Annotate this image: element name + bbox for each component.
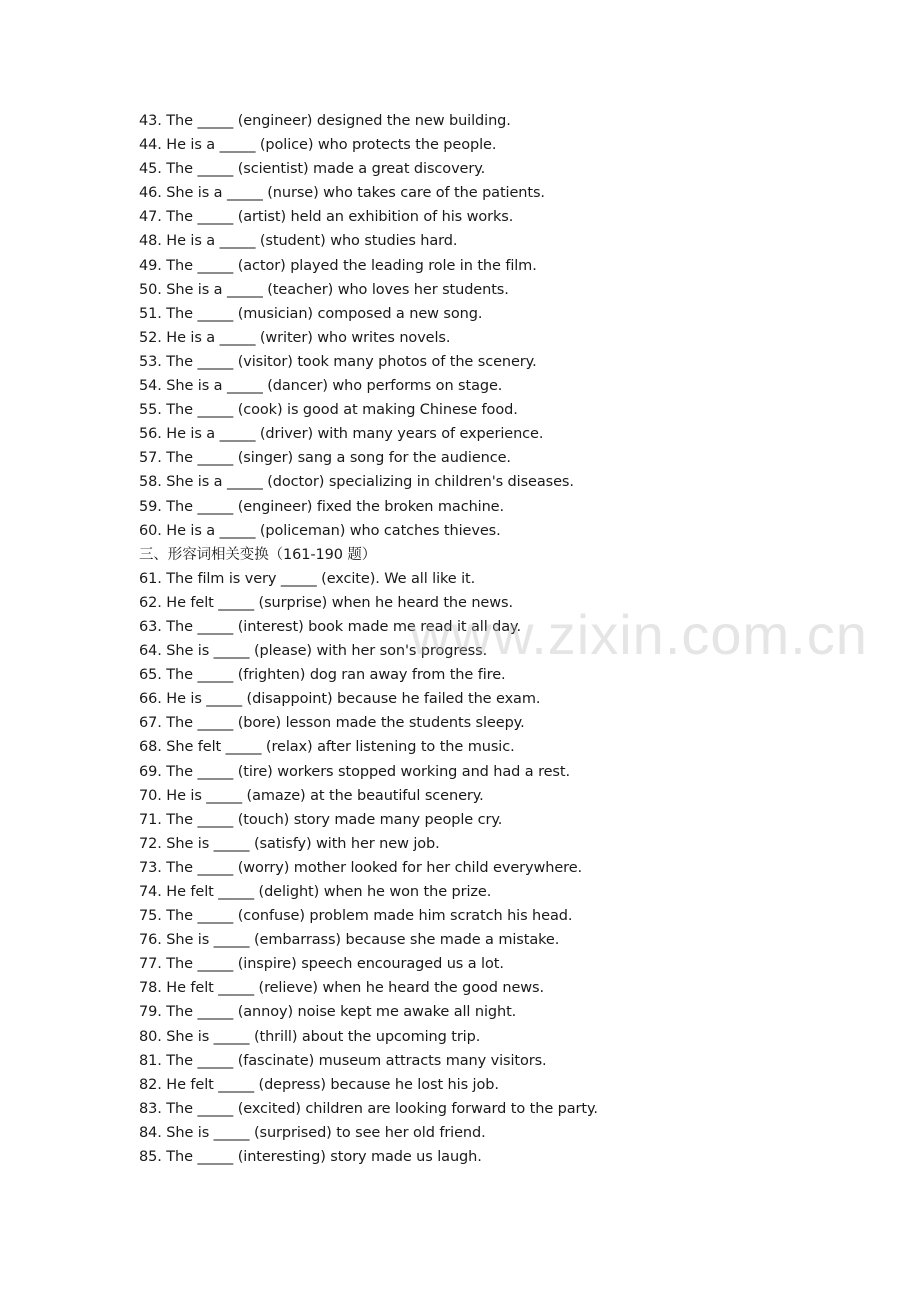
exercise-line: 74. He felt _____ (delight) when he won the prize. [139, 884, 492, 900]
exercise-line: 69. The _____ (tire) workers stopped working and had a rest. [139, 763, 570, 780]
exercise-line: 60. He is a _____ (policeman) who catches thieves. [139, 522, 501, 539]
exercise-line: 80. She is _____ (thrill) about the upcoming trip. [139, 1028, 481, 1045]
exercise-line: 48. He is a _____ (student) who studies hard. [139, 233, 458, 250]
exercise-line: 81. The _____ (fascinate) museum attracts many visitors. [139, 1052, 547, 1069]
exercise-line: 50. She is a _____ (teacher) who loves her students. [139, 281, 509, 298]
exercise-line: 67. The _____ (bore) lesson made the students sleepy. [139, 715, 525, 732]
exercise-line: 84. She is _____ (surprised) to see her old friend. [139, 1124, 486, 1141]
exercise-line: 82. He felt _____ (depress) because he lost his job. [139, 1076, 499, 1093]
exercise-line: 64. She is _____ (please) with her son's progress. [139, 643, 488, 660]
exercise-line: 66. He is _____ (disappoint) because he failed the exam. [139, 691, 541, 708]
exercise-line: 55. The _____ (cook) is good at making Chinese food. [139, 402, 518, 419]
exercise-line: 73. The _____ (worry) mother looked for her child everywhere. [139, 859, 583, 876]
exercise-line: 63. The _____ (interest) book made me read it all day. [139, 618, 521, 635]
exercise-line: 44. He is a _____ (police) who protects the people. [139, 137, 497, 154]
exercise-line: 59. The _____ (engineer) fixed the broken machine. [139, 498, 505, 515]
exercise-line: 58. She is a _____ (doctor) specializing in children's diseases. [139, 474, 574, 491]
exercise-line: 70. He is _____ (amaze) at the beautiful scenery. [139, 787, 484, 804]
exercise-line: 46. She is a _____ (nurse) who takes care of the patients. [139, 185, 545, 202]
exercise-line: 47. The _____ (artist) held an exhibition of his works. [139, 209, 514, 226]
exercise-line: 54. She is a _____ (dancer) who performs on stage. [139, 378, 503, 395]
exercise-list [139, 109, 839, 1169]
exercise-line: 43. The _____ (engineer) designed the new building. [139, 113, 511, 129]
exercise-line: 75. The _____ (confuse) problem made him scratch his head. [139, 908, 573, 925]
exercise-line: 62. He felt _____ (surprise) when he heard the news. [139, 594, 513, 611]
exercise-line: 72. She is _____ (satisfy) with her new job. [139, 835, 440, 852]
watermark-text: www.zixin.com.cn [410, 603, 868, 666]
exercise-line: 85. The _____ (interesting) story made us laugh. [139, 1149, 482, 1166]
exercise-line: 51. The _____ (musician) composed a new song. [139, 305, 483, 322]
exercise-line: 77. The _____ (inspire) speech encouraged us a lot. [139, 956, 504, 973]
exercise-line: 53. The _____ (visitor) took many photos of the scenery. [139, 353, 537, 370]
exercise-line: 61. The film is very _____ (excite). We all like it. [139, 570, 476, 587]
exercise-line: 68. She felt _____ (relax) after listening to the music. [139, 739, 515, 756]
exercise-line: 三、形容词相关变换（161-190 题） [139, 546, 377, 563]
exercise-line: 65. The _____ (frighten) dog ran away from the fire. [139, 667, 506, 684]
exercise-line: 56. He is a _____ (driver) with many years of experience. [139, 426, 544, 443]
exercise-line: 45. The _____ (scientist) made a great discovery. [139, 161, 486, 178]
exercise-line: 57. The _____ (singer) sang a song for the audience. [139, 450, 511, 467]
exercise-line: 83. The _____ (excited) children are looking forward to the party. [139, 1100, 598, 1117]
exercise-line: 78. He felt _____ (relieve) when he heard the good news. [139, 980, 544, 997]
exercise-line: 52. He is a _____ (writer) who writes novels. [139, 329, 451, 346]
exercise-line: 79. The _____ (annoy) noise kept me awake all night. [139, 1004, 517, 1021]
exercise-line: 71. The _____ (touch) story made many people cry. [139, 811, 503, 828]
exercise-line: 49. The _____ (actor) played the leading role in the film. [139, 257, 537, 274]
exercise-line: 76. She is _____ (embarrass) because she made a mistake. [139, 932, 560, 949]
